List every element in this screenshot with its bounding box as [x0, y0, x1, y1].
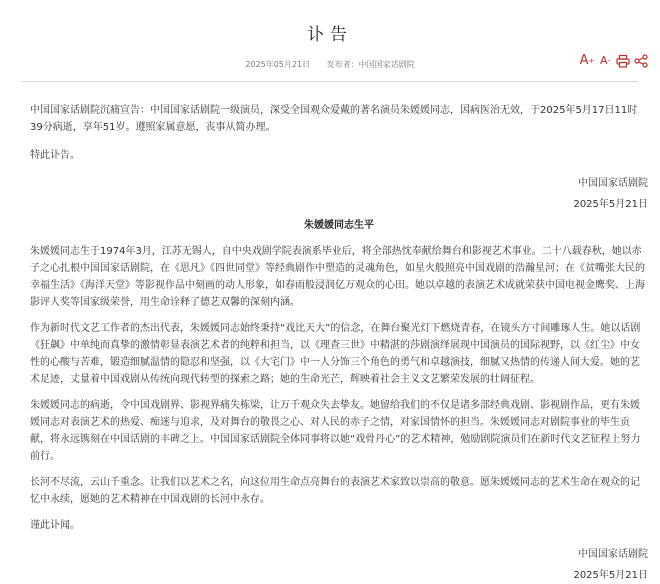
decrease-font-icon: A — [599, 54, 608, 67]
signature-date: 2025年5月21日 — [573, 570, 648, 581]
decrease-font-button[interactable]: A - — [599, 54, 611, 67]
announcement-paragraph: 中国国家话剧院沉痛宣告：中国国家话剧院一级演员，深受全国观众爱戴的著名演员朱媛媛同志，因病医治无效，于2025年5月17日11时39分病逝，享年51岁。遵照家属意愿，丧事从简办理。 — [30, 105, 638, 133]
publisher: 发布者：中国国家话剧院 — [326, 60, 415, 69]
share-button[interactable] — [633, 53, 649, 69]
increase-font-icon: A — [579, 53, 589, 68]
biography-paragraph: 朱媛媛同志的病逝，令中国戏剧界、影视界痛失栋梁，让万千观众失去挚友。她留给我们的不仅是诸多部经典戏剧、影视剧作品，更有朱媛媛同志对表演艺术的热爱、痴迷与追求，及对舞台的敬畏之心、对人民的赤子之情，对家国情怀的担当。朱媛媛同志对剧院事业的毕生贡献，将永远镌刻在中国话剧的丰碑之上。中国国家话剧院全体同事将以她“戏骨丹心”的艺术精神，勉励剧院演员们在新时代文艺征程上努力前行。 — [30, 400, 641, 462]
article-tools — [577, 53, 649, 69]
article-body — [30, 102, 648, 584]
closing-line: 谨此讣闻。 — [30, 520, 80, 531]
biography-paragraph: 朱媛媛同志生于1974年3月，江苏无锡人，自中央戏剧学院表演系毕业后，将全部热忱奉献给舞台和影视艺术事业。二十八载春秋，她以赤子之心扎根中国国家话剧院，在《思凡》《四世同堂》等经典剧作中塑造的灵魂角色，如星火般照亮中国戏剧的浩瀚星河；在《贫嘴张大民的幸福生活》《海洋天堂》等影视作品中刻画的动人形象，如春雨般浸润亿万观众的心田。她以卓越的表演艺术成就荣获中国电视金鹰奖、上海影评人奖等国家级荣誉，用生命诠释了德艺双馨的深刻内涵。 — [30, 246, 645, 308]
biography-paragraph: 作为新时代文艺工作者的杰出代表，朱媛媛同志始终秉持“戏比天大”的信念，在舞台聚光灯下燃烧青春，在镜头方寸间雕琢人生。她以话剧《狂飙》中单纯而真挚的激情彰显表演艺术者的纯粹和担当，以《理查三世》中精湛的莎剧演绎展现中国演员的国际视野，以《红尘》中女性的心酸与苦难，锻造细腻温情的隐忍和坚强，以《大宅门》中一人分饰三个角色的勇气和卓越演技，细腻又热情的传递人间大爱。她的艺术足迹，丈量着中国戏剧从传统向现代转型的探索之路；她的生命光芒，辉映着社会主义文艺繁荣发展的壮阔征程。 — [30, 323, 641, 385]
print-button[interactable] — [615, 53, 631, 69]
closing-line: 特此讣告。 — [30, 150, 80, 161]
signature-org: 中国国家话剧院 — [578, 178, 648, 189]
header-divider — [22, 81, 638, 82]
signature-date: 2025年5月21日 — [573, 199, 648, 210]
biography-title: 朱媛媛同志生平 — [304, 220, 374, 231]
article-meta — [0, 59, 660, 70]
page-title: 讣告 — [307, 25, 353, 45]
share-icon — [634, 54, 648, 68]
publish-date: 2025年05月21日 — [245, 60, 311, 69]
increase-font-button[interactable]: A + — [579, 53, 595, 68]
signature-org: 中国国家话剧院 — [578, 549, 648, 560]
print-icon — [616, 54, 630, 68]
tribute-paragraph: 长河不尽流，云山千重念。让我们以艺术之名，向这位用生命点亮舞台的表演艺术家致以崇高的敬意。愿朱媛媛同志的艺术生命在观众的记忆中永续，愿她的艺术精神在中国戏剧的长河中永存。 — [30, 477, 640, 505]
